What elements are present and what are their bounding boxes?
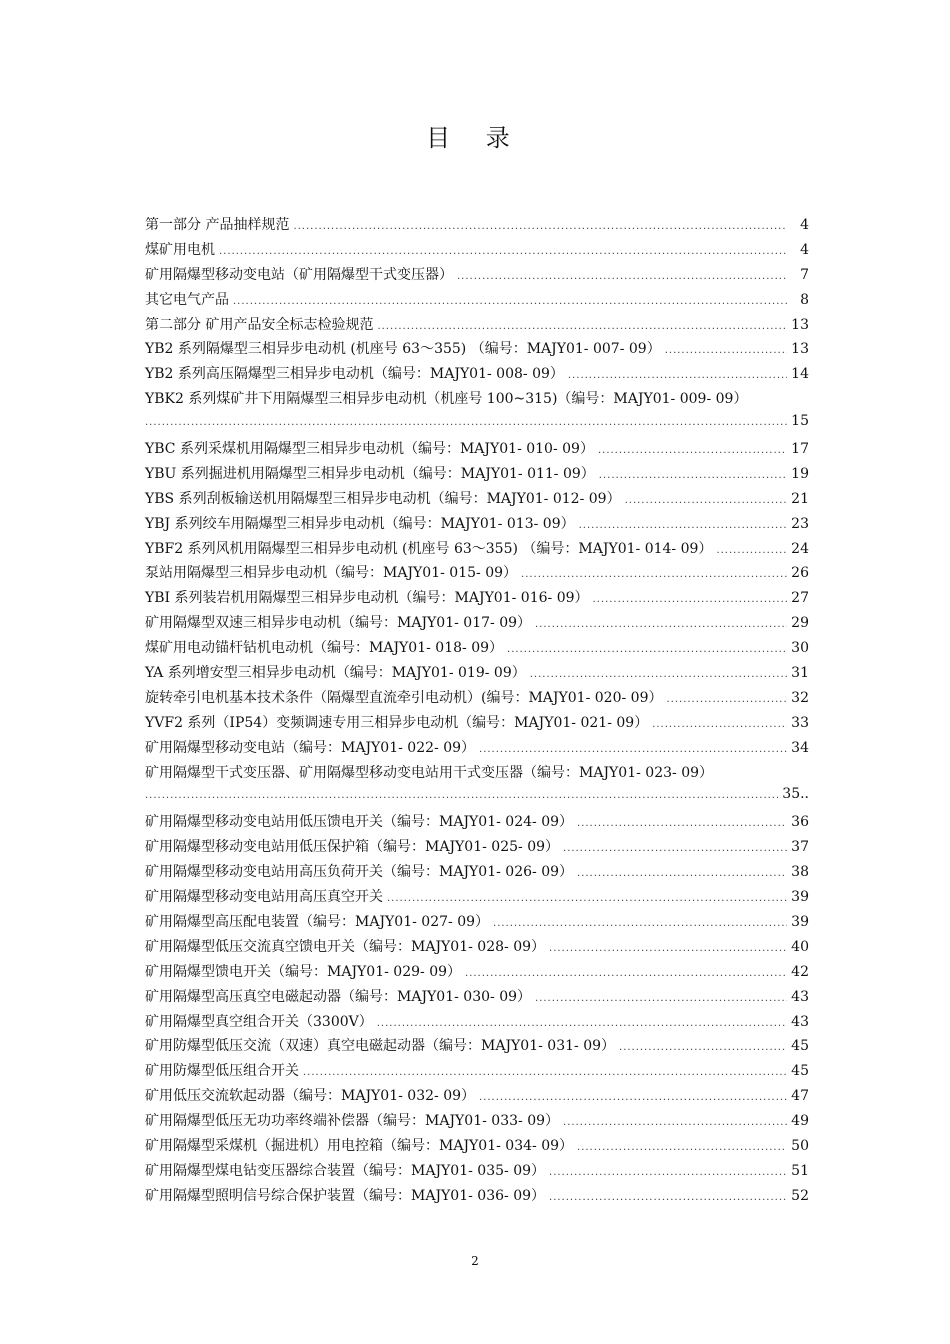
toc-entry-page: 42	[791, 963, 809, 980]
toc-entry[interactable]	[145, 961, 809, 986]
toc-entry-title: 煤矿用电机	[145, 241, 215, 258]
toc-entry[interactable]	[145, 1110, 809, 1135]
toc-entry-title: YB2 系列隔爆型三相异步电动机 (机座号 63～355) （编号：MAJY01- 007- 09）	[145, 341, 661, 358]
toc-entry-page: 13	[791, 316, 809, 333]
toc-entry-page: 51	[791, 1162, 809, 1179]
toc-entry[interactable]	[145, 1035, 809, 1060]
toc-leader-dots	[563, 1117, 787, 1128]
toc-leader-dots	[387, 893, 787, 904]
toc-entry-page: 36	[791, 814, 809, 831]
toc-entry[interactable]	[145, 1011, 809, 1036]
toc-entry-title: 矿用防爆型低压交流（双速）真空电磁起动器（编号：MAJY01- 031- 09）	[145, 1038, 616, 1055]
toc-leader-dots	[530, 669, 787, 680]
toc-entry-page: 24	[791, 540, 809, 557]
toc-entry[interactable]	[145, 314, 809, 339]
toc-entry-title: YBJ 系列绞车用隔爆型三相异步电动机（编号：MAJY01- 013- 09）	[145, 515, 575, 532]
toc-entry-page: 39	[791, 889, 809, 906]
toc-entry-page: 49	[791, 1113, 809, 1130]
toc-entry-title: 第一部分 产品抽样规范	[145, 217, 290, 233]
toc-entry[interactable]	[145, 811, 809, 836]
toc-entry-page: 45	[791, 1063, 809, 1080]
toc-entry-title: 矿用隔爆型双速三相异步电动机（编号：MAJY01- 017- 09）	[145, 615, 532, 632]
toc-entry-title: YBU 系列掘进机用隔爆型三相异步电动机（编号：MAJY01- 011- 09）	[145, 465, 595, 482]
toc-entry[interactable]	[145, 438, 809, 463]
toc-leader-dots	[535, 619, 787, 630]
toc-leader-dots	[598, 445, 787, 456]
toc-entry-title: 矿用隔爆型干式变压器、矿用隔爆型移动变电站用干式变压器（编号：MAJY01- 023- 09）	[145, 764, 714, 781]
toc-entry-title: 矿用隔爆型低压无功功率终端补偿器（编号：MAJY01- 033- 09）	[145, 1113, 560, 1130]
toc-entry-title: 矿用隔爆型低压交流真空馈电开关（编号：MAJY01- 028- 09）	[145, 938, 546, 955]
toc-leader-dots	[377, 1018, 787, 1029]
toc-entry-page: 40	[791, 938, 809, 955]
toc-entry-title: 矿用隔爆型高压真空电磁起动器（编号：MAJY01- 030- 09）	[145, 988, 532, 1005]
toc-entry[interactable]	[145, 338, 809, 363]
toc-entry-page: 17	[791, 441, 809, 458]
toc-leader-dots	[145, 790, 778, 801]
toc-entry-page: 32	[791, 689, 809, 706]
toc-leader-dots	[577, 868, 787, 879]
toc-entry-title: YBS 系列刮板输送机用隔爆型三相异步电动机（编号：MAJY01- 012- 09）	[145, 490, 621, 507]
toc-entry[interactable]	[145, 612, 809, 637]
toc-leader-dots	[303, 1067, 787, 1078]
toc-entry-title: 矿用隔爆型移动变电站用高压真空开关	[145, 889, 383, 906]
toc-entry-title: 矿用隔爆型移动变电站用低压馈电开关（编号：MAJY01- 024- 09）	[145, 814, 574, 831]
toc-entry[interactable]	[145, 513, 809, 538]
toc-entry-title: 矿用隔爆型高压配电装置（编号：MAJY01- 027- 09）	[145, 913, 490, 930]
toc-entry[interactable]	[145, 538, 809, 563]
toc-entry[interactable]	[145, 762, 809, 787]
toc-leader-dots	[577, 1142, 787, 1153]
toc-entry[interactable]	[145, 1160, 809, 1185]
toc-entry-page: 13	[791, 341, 809, 358]
toc-entry-title: 矿用防爆型低压组合开关	[145, 1063, 299, 1080]
toc-leader-dots	[577, 818, 787, 829]
toc-entry[interactable]	[145, 264, 809, 289]
toc-entry-title: 矿用隔爆型真空组合开关（3300V）	[145, 1013, 373, 1030]
toc-leader-dots	[219, 246, 787, 257]
toc-leader-dots	[568, 370, 787, 381]
toc-entry[interactable]	[145, 239, 809, 264]
toc-leader-dots	[493, 918, 787, 929]
toc-entry-page: 4	[800, 241, 809, 258]
toc-entry[interactable]	[145, 911, 809, 936]
toc-entry[interactable]	[145, 1135, 809, 1160]
toc-leader-dots	[457, 271, 787, 282]
toc-entry[interactable]	[145, 363, 809, 388]
toc-entry-title: 矿用隔爆型移动变电站用低压保护箱（编号：MAJY01- 025- 09）	[145, 839, 560, 856]
toc-entry[interactable]	[145, 836, 809, 861]
toc-entry-page: 45	[791, 1038, 809, 1055]
toc-entry-title: 矿用隔爆型移动变电站（矿用隔爆型干式变压器）	[145, 266, 453, 283]
toc-entry-title: 矿用隔爆型照明信号综合保护装置（编号：MAJY01- 036- 09）	[145, 1187, 546, 1204]
toc-leader-dots	[377, 321, 787, 332]
toc-entry[interactable]	[145, 1060, 809, 1085]
toc-entry-page: 23	[791, 515, 809, 532]
toc-entry[interactable]	[145, 1185, 809, 1210]
toc-leader-dots	[665, 345, 787, 356]
toc-leader-dots	[593, 594, 787, 605]
toc-entry-page: 38	[791, 864, 809, 881]
toc-entry-title: 矿用隔爆型移动变电站（编号：MAJY01- 022- 09）	[145, 739, 476, 756]
toc-entry[interactable]	[145, 214, 809, 239]
toc-entry-page: 21	[791, 490, 809, 507]
toc-entry-page: 33	[791, 714, 809, 731]
toc-entry-page: 43	[791, 1013, 809, 1030]
toc-entry[interactable]	[145, 488, 809, 513]
toc-entry-page: 37	[791, 839, 809, 856]
toc-entry[interactable]	[145, 986, 809, 1011]
toc-entry-page: 15	[791, 413, 809, 430]
page-number: 2	[471, 1254, 479, 1268]
toc-entry-page: 34	[791, 739, 809, 756]
toc-entry-title: 煤矿用电动锚杆钻机电动机（编号：MAJY01- 018- 09）	[145, 640, 504, 657]
toc-leader-dots	[619, 1042, 787, 1053]
toc-leader-dots	[507, 644, 787, 655]
toc-entry-page: 26	[791, 565, 809, 582]
toc-leader-dots	[666, 694, 787, 705]
toc-entry[interactable]	[145, 637, 809, 662]
toc-entry-title: 第二部分 矿用产品安全标志检验规范	[145, 316, 374, 333]
toc-entry-title: 矿用低压交流软起动器（编号：MAJY01- 032- 09）	[145, 1088, 476, 1105]
toc-entry-page: 52	[791, 1187, 809, 1204]
toc-leader-dots	[563, 843, 787, 854]
toc-entry-title: 矿用隔爆型采煤机（掘进机）用电控箱（编号：MAJY01- 034- 09）	[145, 1137, 574, 1154]
toc-entry-title: YBK2 系列煤矿井下用隔爆型三相异步电动机（机座号 100~315)（编号：MAJY01- 009- 09）	[145, 391, 748, 408]
toc-entry[interactable]	[145, 662, 809, 687]
toc-leader-dots	[465, 968, 787, 979]
toc-entry-title: YB2 系列高压隔爆型三相异步电动机（编号：MAJY01- 008- 09）	[145, 366, 564, 383]
toc-entry[interactable]	[145, 388, 809, 413]
toc-entry-page: 8	[800, 291, 809, 308]
toc-leader-dots	[535, 993, 787, 1004]
toc-leader-dots	[549, 1192, 787, 1203]
toc-entry-page: 19	[791, 465, 809, 482]
toc-leader-dots	[145, 417, 787, 428]
toc-entry-title: 矿用隔爆型移动变电站用高压负荷开关（编号：MAJY01- 026- 09）	[145, 864, 574, 881]
toc-entry[interactable]	[145, 861, 809, 886]
toc-leader-dots	[549, 1167, 787, 1178]
toc-leader-dots	[625, 495, 787, 506]
toc-entry-page: 31	[791, 665, 809, 682]
toc-entry-title: 矿用隔爆型馈电开关（编号：MAJY01- 029- 09）	[145, 963, 462, 980]
toc-entry[interactable]	[145, 936, 809, 961]
toc-entry[interactable]	[145, 587, 809, 612]
toc-entry-page: 4	[800, 217, 809, 233]
toc-entry[interactable]	[145, 712, 809, 737]
toc-entry[interactable]	[145, 562, 809, 587]
toc-entry-title: 矿用隔爆型煤电钻变压器综合装置（编号：MAJY01- 035- 09）	[145, 1162, 546, 1179]
toc-leader-dots	[599, 470, 787, 481]
toc-entry-title: YA 系列增安型三相异步电动机（编号：MAJY01- 019- 09）	[145, 665, 526, 682]
toc-entry[interactable]	[145, 413, 809, 438]
toc-entry-title: YVF2 系列（IP54）变频调速专用三相异步电动机（编号：MAJY01- 021- 09）	[145, 714, 649, 731]
toc-entry-page: 29	[791, 615, 809, 632]
toc-entry-page: 14	[791, 366, 809, 383]
toc-entry-page: 27	[791, 590, 809, 607]
toc-entry-title: 泵站用隔爆型三相异步电动机（编号：MAJY01- 015- 09）	[145, 565, 518, 582]
toc-entry-title: YBF2 系列风机用隔爆型三相异步电动机 (机座号 63～355) （编号：MAJY01- 014- 09）	[145, 540, 713, 557]
toc-entry-title: 其它电气产品	[145, 291, 229, 308]
toc-entry[interactable]	[145, 289, 809, 314]
toc-entry-page: 50	[791, 1137, 809, 1154]
toc-leader-dots	[521, 569, 787, 580]
toc-leader-dots	[479, 744, 787, 755]
toc-entry[interactable]	[145, 1085, 809, 1110]
toc-entry[interactable]	[145, 463, 809, 488]
toc-entry-title: 旋转牵引电机基本技术条件（隔爆型直流牵引电动机）(编号：MAJY01- 020- 09）	[145, 689, 663, 706]
toc-entry-title: YBC 系列采煤机用隔爆型三相异步电动机（编号：MAJY01- 010- 09）	[145, 441, 594, 458]
table-of-contents	[145, 214, 809, 1210]
toc-entry-title: YBI 系列装岩机用隔爆型三相异步电动机（编号：MAJY01- 016- 09）	[145, 590, 589, 607]
toc-entry-page: 47	[791, 1088, 809, 1105]
toc-entry[interactable]	[145, 737, 809, 762]
page-title: 目 录	[426, 124, 524, 152]
toc-entry[interactable]	[145, 886, 809, 911]
toc-leader-dots	[549, 943, 787, 954]
toc-leader-dots	[652, 719, 787, 730]
toc-leader-dots	[233, 296, 787, 307]
toc-entry-page: 43	[791, 988, 809, 1005]
toc-entry-page: 30	[791, 640, 809, 657]
toc-leader-dots	[579, 520, 787, 531]
toc-entry-page: 7	[800, 266, 809, 283]
toc-entry-page: 39	[791, 913, 809, 930]
toc-entry[interactable]	[145, 786, 809, 811]
toc-entry-page: 35..	[782, 786, 809, 803]
toc-leader-dots	[716, 545, 787, 556]
toc-leader-dots	[479, 1092, 787, 1103]
toc-entry[interactable]	[145, 687, 809, 712]
toc-leader-dots	[293, 221, 787, 232]
